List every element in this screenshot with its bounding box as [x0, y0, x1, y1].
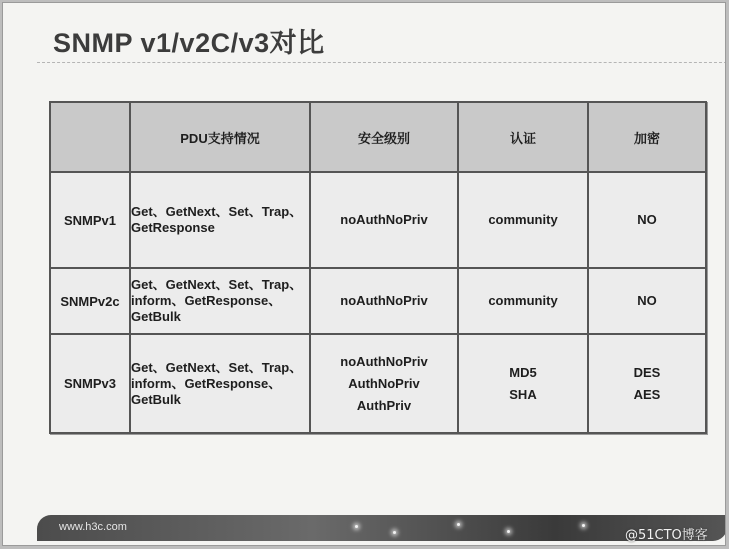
- security-cell: [310, 172, 458, 268]
- comparison-table: [49, 101, 707, 434]
- encrypt-cell: [588, 172, 706, 268]
- pdu-line: inform、GetResponse、: [131, 293, 282, 308]
- sparkle-decoration: [355, 525, 358, 528]
- pdu-line: Get、GetNext、Set、Trap、: [131, 359, 303, 375]
- pdu-line: GetBulk: [131, 309, 181, 324]
- sparkle-decoration: [457, 523, 460, 526]
- table-row: [50, 172, 706, 268]
- version-cell: SNMPv2c: [50, 268, 130, 334]
- pdu-line: Get、GetNext、Set、Trap、: [131, 277, 303, 292]
- table-header-row: [50, 102, 706, 172]
- pdu-cell: [130, 268, 310, 334]
- header-label: 加密: [633, 130, 660, 146]
- encrypt-cell: [588, 268, 706, 334]
- header-cell-pdu: [130, 102, 310, 172]
- pdu-cell: [130, 172, 310, 268]
- security-cell: [310, 268, 458, 334]
- security-level: noAuthNoPriv: [340, 353, 428, 369]
- auth-method: SHA: [509, 386, 537, 402]
- version-cell: SNMPv3: [50, 334, 130, 433]
- header-label: 安全级别: [357, 130, 410, 146]
- auth-method: MD5: [509, 364, 537, 380]
- auth-method: community: [488, 293, 558, 308]
- header-cell-empty: [50, 102, 130, 172]
- security-level: noAuthNoPriv: [340, 293, 428, 308]
- header-label: PDU支持情况: [180, 130, 260, 146]
- auth-cell: [458, 334, 588, 433]
- auth-method: community: [488, 212, 558, 227]
- slide: [2, 2, 726, 546]
- security-cell: [310, 334, 458, 433]
- header-cell-security: [310, 102, 458, 172]
- encrypt-method: DES: [633, 364, 661, 380]
- title-divider: [37, 62, 726, 63]
- watermark: @51CTO博客: [625, 528, 708, 543]
- auth-cell: [458, 268, 588, 334]
- encrypt-method: NO: [637, 293, 657, 308]
- table-row: [50, 334, 706, 433]
- sparkle-decoration: [582, 524, 585, 527]
- slide-title: SNMP v1/v2C/v3对比: [53, 28, 325, 58]
- pdu-cell: [130, 334, 310, 433]
- auth-cell: [458, 172, 588, 268]
- security-level: AuthPriv: [356, 397, 412, 413]
- sparkle-decoration: [507, 530, 510, 533]
- header-cell-encrypt: [588, 102, 706, 172]
- encrypt-cell: [588, 334, 706, 433]
- table-row: [50, 268, 706, 334]
- encrypt-method: NO: [637, 212, 657, 227]
- version-cell: SNMPv1: [50, 172, 130, 268]
- encrypt-method: AES: [633, 386, 661, 402]
- pdu-line: Get、GetNext、Set、Trap、: [131, 204, 303, 219]
- pdu-line: inform、GetResponse、: [131, 375, 282, 391]
- header-cell-auth: [458, 102, 588, 172]
- security-level: noAuthNoPriv: [340, 212, 428, 227]
- footer-url: www.h3c.com: [59, 521, 127, 533]
- security-level: AuthNoPriv: [348, 375, 420, 391]
- header-label: 认证: [509, 130, 536, 146]
- sparkle-decoration: [393, 531, 396, 534]
- pdu-line: GetBulk: [131, 391, 181, 407]
- pdu-line: GetResponse: [131, 220, 215, 235]
- footer-bar: [37, 515, 726, 541]
